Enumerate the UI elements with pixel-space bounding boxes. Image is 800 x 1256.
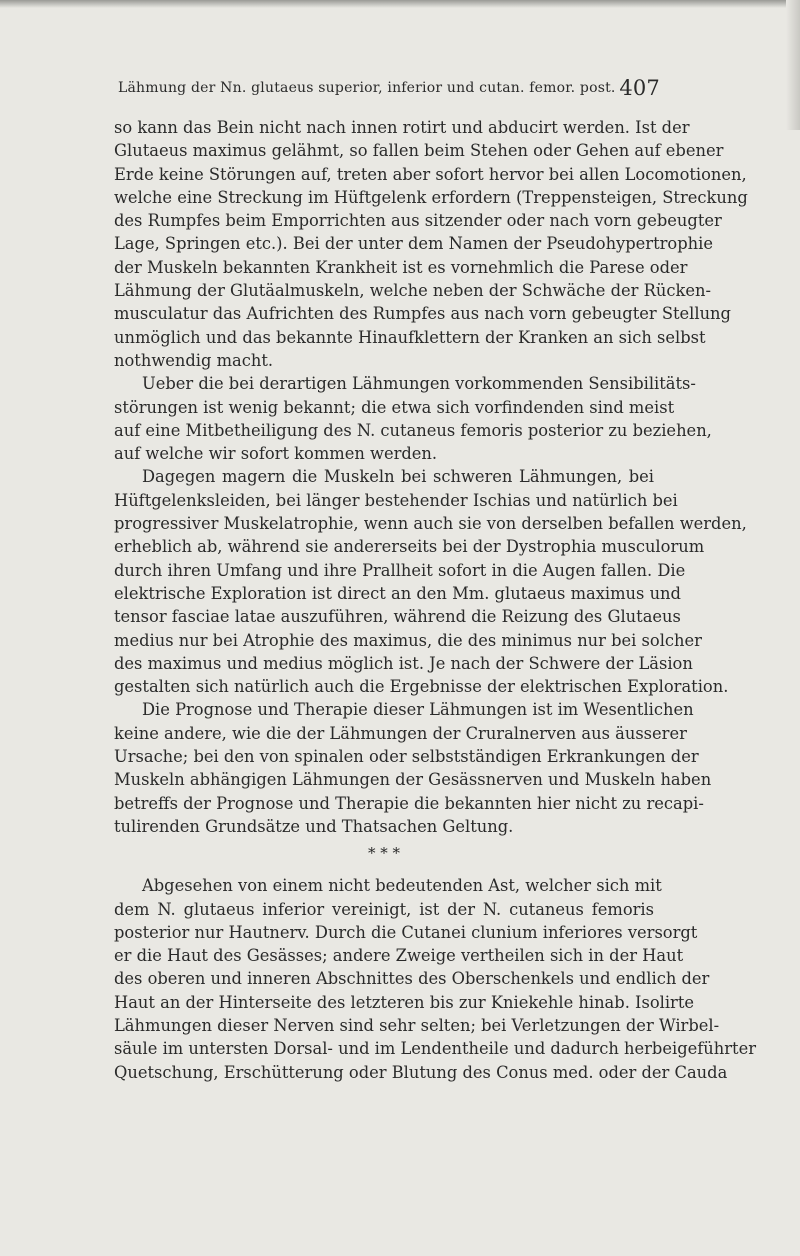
text-line: Lage, Springen etc.). Bei der unter dem Namen der Pseudohypertrophie: [114, 234, 713, 254]
text-line: Erde keine Störungen auf, treten aber sofort hervor bei allen Locomotionen,: [114, 164, 747, 184]
asterism: * * *: [367, 844, 401, 863]
running-title: Lähmung der Nn. glutaeus superior, inferior und cutan. femor. post.: [118, 80, 616, 96]
text-line: Lähmung der Glutäalmuskeln, welche neben der Schwäche der Rücken-: [114, 281, 711, 301]
text-line: auf eine Mitbetheiligung des N. cutaneus femoris posterior zu beziehen,: [114, 420, 712, 440]
text-line: des oberen und inneren Abschnittes des Oberschenkels und endlich der: [114, 969, 710, 989]
text-line: des maximus und medius möglich ist. Je nach der Schwere der Läsion: [114, 653, 693, 673]
text-line: keine andere, wie die der Lähmungen der Cruralnerven aus äusserer: [114, 723, 687, 743]
text-line: durch ihren Umfang und ihre Prallheit sofort in die Augen fallen. Die: [114, 560, 686, 580]
text-line: Lähmungen dieser Nerven sind sehr selten; bei Verletzungen der Wirbel-: [114, 1015, 720, 1035]
text-line: Ueber die bei derartigen Lähmungen vorkommenden Sensibilitäts-: [142, 374, 696, 394]
text-line: dem N. glutaeus inferior vereinigt, ist der N. cutaneus femoris: [114, 899, 654, 919]
text-line: erheblich ab, während sie andererseits bei der Dystrophia musculorum: [114, 537, 705, 557]
text-line: Dagegen magern die Muskeln bei schweren Lähmungen, bei: [142, 467, 654, 487]
text-line: betreffs der Prognose und Therapie die bekannten hier nicht zu recapi-: [114, 793, 704, 813]
body-text: [114, 116, 756, 1084]
text-line: Hüftgelenksleiden, bei länger bestehender Ischias und natürlich bei: [114, 490, 678, 510]
text-line: der Muskeln bekannten Krankheit ist es vornehmlich die Parese oder: [114, 257, 688, 277]
text-line: Abgesehen von einem nicht bedeutenden Ast, welcher sich mit: [142, 876, 662, 896]
book-page: [114, 76, 756, 1082]
text-line: elektrische Exploration ist direct an den Mm. glutaeus maximus und: [114, 583, 681, 603]
text-line: so kann das Bein nicht nach innen rotirt und abducirt werden. Ist der: [114, 118, 690, 137]
text-line: medius nur bei Atrophie des maximus, die des minimus nur bei solcher: [114, 630, 702, 650]
text-line: Ursache; bei den von spinalen oder selbstständigen Erkrankungen der: [114, 747, 699, 767]
text-line: welche eine Streckung im Hüftgelenk erfordern (Treppensteigen, Streckung: [114, 187, 748, 207]
running-head: [114, 76, 660, 112]
text-line: säule im untersten Dorsal- und im Lendentheile und dadurch herbeigeführter: [114, 1039, 756, 1059]
text-line: er die Haut des Gesässes; andere Zweige vertheilen sich in der Haut: [114, 946, 684, 966]
text-line: Muskeln abhängigen Lähmungen der Gesässnerven und Muskeln haben: [114, 770, 712, 790]
text-line: Glutaeus maximus gelähmt, so fallen beim Stehen oder Gehen auf ebener: [114, 141, 724, 161]
page-number: 407: [619, 76, 660, 100]
text-line: störungen ist wenig bekannt; die etwa sich vorfindenden sind meist: [114, 397, 675, 417]
text-line: auf welche wir sofort kommen werden.: [114, 444, 438, 464]
text-line: tulirenden Grundsätze und Thatsachen Geltung.: [114, 816, 514, 836]
section-separator: [114, 838, 654, 874]
text-line: unmöglich und das bekannte Hinaufklettern der Kranken an sich selbst: [114, 327, 706, 347]
scan-edge-top: [0, 0, 800, 8]
text-line: nothwendig macht.: [114, 350, 274, 370]
scan-edge-right: [786, 0, 800, 130]
text-line: gestalten sich natürlich auch die Ergebnisse der elektrischen Exploration.: [114, 677, 729, 697]
text-line: Quetschung, Erschütterung oder Blutung des Conus med. oder der Cauda: [114, 1062, 728, 1082]
text-line: Die Prognose und Therapie dieser Lähmungen ist im Wesentlichen: [142, 700, 694, 720]
text-line: posterior nur Hautnerv. Durch die Cutanei clunium inferiores versorgt: [114, 922, 698, 942]
text-line: musculatur das Aufrichten des Rumpfes aus nach vorn gebeugter Stellung: [114, 304, 731, 324]
text-line: Haut an der Hinterseite des letzteren bis zur Kniekehle hinab. Isolirte: [114, 992, 695, 1012]
text-line: des Rumpfes beim Emporrichten aus sitzender oder nach vorn gebeugter: [114, 211, 722, 231]
text-line: progressiver Muskelatrophie, wenn auch sie von derselben befallen werden,: [114, 514, 747, 534]
text-line: tensor fasciae latae auszuführen, während die Reizung des Glutaeus: [114, 607, 681, 627]
